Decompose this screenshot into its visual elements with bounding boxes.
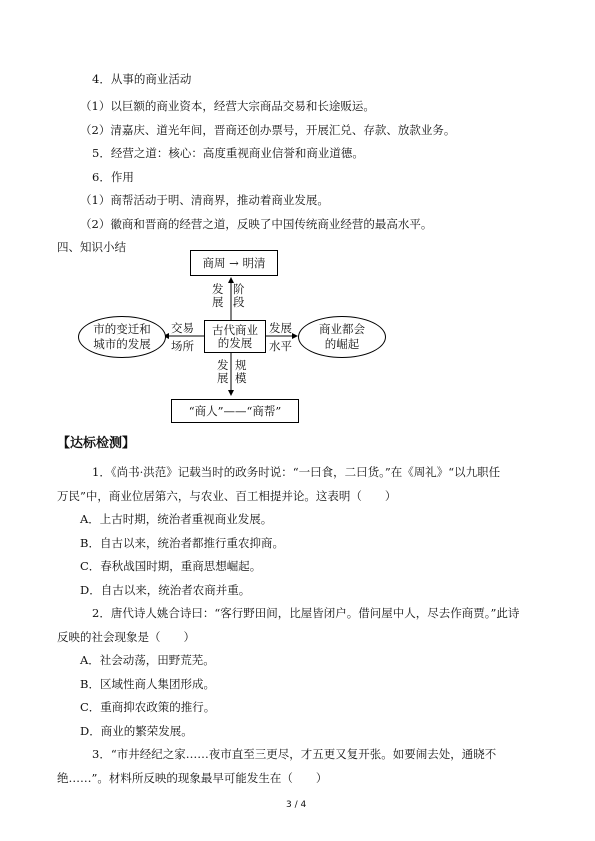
diagram-merchant-box xyxy=(171,399,299,423)
diagram-label-venue: 场所 xyxy=(171,339,194,353)
q2-stem-line2: 反映的社会现象是（ ） xyxy=(57,630,195,644)
diagram-label-trade: 交易 xyxy=(171,321,194,335)
diagram-label-develop-up: 发展 xyxy=(212,282,224,309)
section6-title: 6．作用 xyxy=(92,170,134,184)
q2-option-c: C．重商抑农政策的推行。 xyxy=(80,700,216,714)
q1-option-b: B．自古以来，统治者都推行重农抑商。 xyxy=(80,536,284,550)
diagram-commercial-city-line2: 的崛起 xyxy=(324,337,360,351)
summary-title: 四、知识小结 xyxy=(57,240,126,254)
diagram-market-city-line2: 城市的发展 xyxy=(93,337,151,351)
diagram-period-box xyxy=(190,250,278,276)
section4-title: 4．从事的商业活动 xyxy=(92,72,192,86)
test-section-title: 【达标检测】 xyxy=(57,436,136,451)
q1-stem-line1: 1．《尚书·洪范》记载当时的政务时说：“一曰食，二曰货。”在《周礼》“以九职任 xyxy=(92,465,501,479)
diagram-market-city-line1: 市的变迁和 xyxy=(93,322,151,336)
section6-point2: （2）徽商和晋商的经营之道，反映了中国传统商业经营的最高水平。 xyxy=(80,217,433,231)
page-number: 3 / 4 xyxy=(286,800,307,810)
section4-point1: （1）以巨额的商业资本，经营大宗商品交易和长途贩运。 xyxy=(80,99,375,113)
q1-option-c: C．春秋战国时期，重商思想崛起。 xyxy=(80,559,262,573)
diagram-merchant-text: “商人”——“商帮” xyxy=(188,404,282,418)
section6-point1: （1）商帮活动于明、清商界，推动着商业发展。 xyxy=(80,193,329,207)
diagram-label-stage: 阶段 xyxy=(233,282,245,309)
q2-option-d: D．商业的繁荣发展。 xyxy=(80,724,193,738)
diagram-label-scale: 规模 xyxy=(235,358,247,385)
diagram-center-box xyxy=(204,320,266,353)
diagram-center-line1: 古代商业 xyxy=(212,323,258,337)
q2-option-a: A．社会动荡，田野荒芜。 xyxy=(80,653,215,667)
q1-option-a: A．上古时期，统治者重视商业发展。 xyxy=(80,512,273,526)
section4-point2: （2）清嘉庆、道光年间，晋商还创办票号，开展汇兑、存款、放款业务。 xyxy=(80,123,456,137)
diagram-commercial-city-line1: 商业都会 xyxy=(319,322,365,336)
diagram-label-level: 水平 xyxy=(269,339,292,353)
q1-option-d: D．自古以来，统治者农商并重。 xyxy=(80,583,251,597)
diagram-commercial-city-ellipse xyxy=(298,316,386,358)
q2-stem-line1: 2．唐代诗人姚合诗曰：“客行野田间，比屋皆闭户。借问屋中人，尽去作商贾。”此诗 xyxy=(92,606,520,620)
diagram-market-city-ellipse xyxy=(78,316,166,358)
q3-stem-line1: 3．“市井经纪之家……夜市直至三更尽，才五更又复开张。如要闹去处，通晓不 xyxy=(92,747,497,761)
q3-stem-line2: 绝……”。材料所反映的现象最早可能发生在（ ） xyxy=(57,771,328,785)
section5-title: 5．经营之道：核心：高度重视商业信誉和商业道德。 xyxy=(92,146,364,160)
q1-stem-line2: 万民”中，商业位居第六，与农业、百工相提并论。这表明（ ） xyxy=(57,489,397,503)
diagram-center-line2: 的发展 xyxy=(217,336,253,350)
diagram-period-text: 商周 → 明清 xyxy=(202,256,266,270)
diagram-label-develop-down: 发展 xyxy=(217,358,229,385)
diagram-label-develop-right: 发展 xyxy=(269,321,292,335)
q2-option-b: B．区域性商人集团形成。 xyxy=(80,677,215,691)
